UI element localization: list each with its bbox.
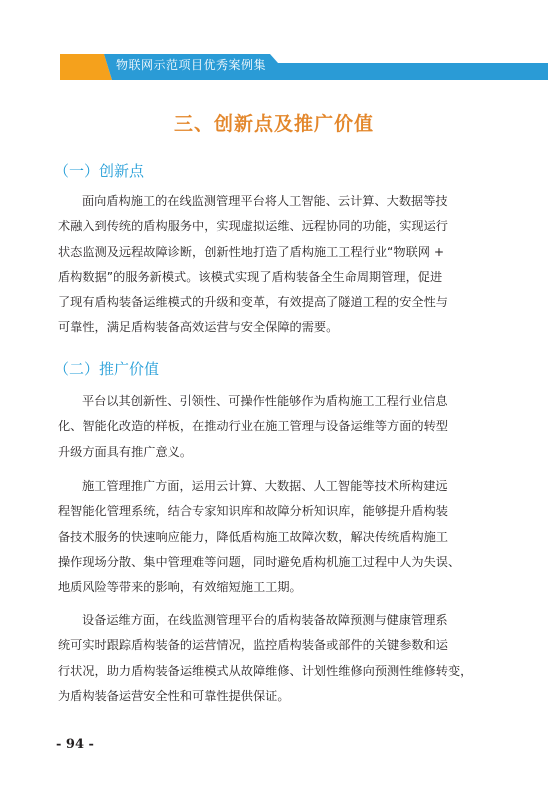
- paragraph-line: 地质风险等带来的影响，有效缩短施工工期。: [58, 580, 302, 595]
- paragraph-line: 操作现场分散、集中管理难等问题，同时避免盾构机施工过程中人为失误、: [58, 554, 461, 569]
- paragraph-line: 盾构数据”的服务新模式。该模式实现了盾构装备全生命周期管理，促进: [58, 269, 443, 284]
- paragraph-line: 状态监测及远程故障诊断，创新性地打造了盾构施工工程行业“物联网 +: [58, 244, 445, 259]
- paragraph-line: 了现有盾构装备运维模式的升级和变革，有效提高了隧道工程的安全性与: [58, 295, 448, 310]
- page-number: - 94 -: [56, 737, 94, 752]
- innovation-heading: （一）创新点: [54, 162, 145, 180]
- paragraph-line: 为盾构装备运营安全性和可靠性提供保证。: [58, 688, 290, 703]
- paragraph-line: 术融入到传统的盾构服务中，实现虚拟运维、远程协同的功能，实现运行: [58, 219, 448, 234]
- paragraph-line: 平台以其创新性、引领性、可操作性能够作为盾构施工工程行业信息: [82, 394, 448, 408]
- paragraph-line: 统可实时跟踪盾构装备的运营情况，监控盾构装备或部件的关键参数和运: [58, 638, 448, 653]
- promotion-paragraph-3: [58, 608, 493, 709]
- paragraph-line: 程智能化管理系统，结合专家知识库和故障分析知识库，能够提升盾构装: [58, 504, 448, 519]
- header-orange-block: [60, 54, 112, 80]
- paragraph-line: 升级方面具有推广意义。: [58, 444, 193, 459]
- paragraph-line: 面向盾构施工的在线监测管理平台将人工智能、云计算、大数据等技: [82, 194, 448, 208]
- paragraph-line: 行状况，助力盾构装备运维模式从故障维修、计划性维修向预测性维修转变，: [58, 663, 473, 678]
- header-title: 物联网示范项目优秀案例集: [116, 58, 267, 72]
- paragraph-line: 设备运维方面，在线监测管理平台的盾构装备故障预测与健康管理系: [82, 613, 448, 627]
- section-title: 三、创新点及推广价值: [173, 113, 374, 135]
- paragraph-line: 备技术服务的快速响应能力，降低盾构施工故障次数，解决传统盾构施工: [58, 529, 448, 544]
- innovation-paragraph: [58, 189, 493, 341]
- paragraph-line: 可靠性，满足盾构装备高效运营与安全保障的需要。: [58, 320, 339, 335]
- promotion-paragraph-1: [58, 389, 493, 465]
- promotion-heading: （二）推广价值: [54, 360, 160, 378]
- paragraph-line: 施工管理推广方面，运用云计算、大数据、人工智能等技术所构建远: [82, 479, 448, 493]
- paragraph-line: 化、智能化改造的样板，在推动行业在施工管理与设备运维等方面的转型: [58, 419, 448, 434]
- promotion-paragraph-2: [58, 474, 493, 600]
